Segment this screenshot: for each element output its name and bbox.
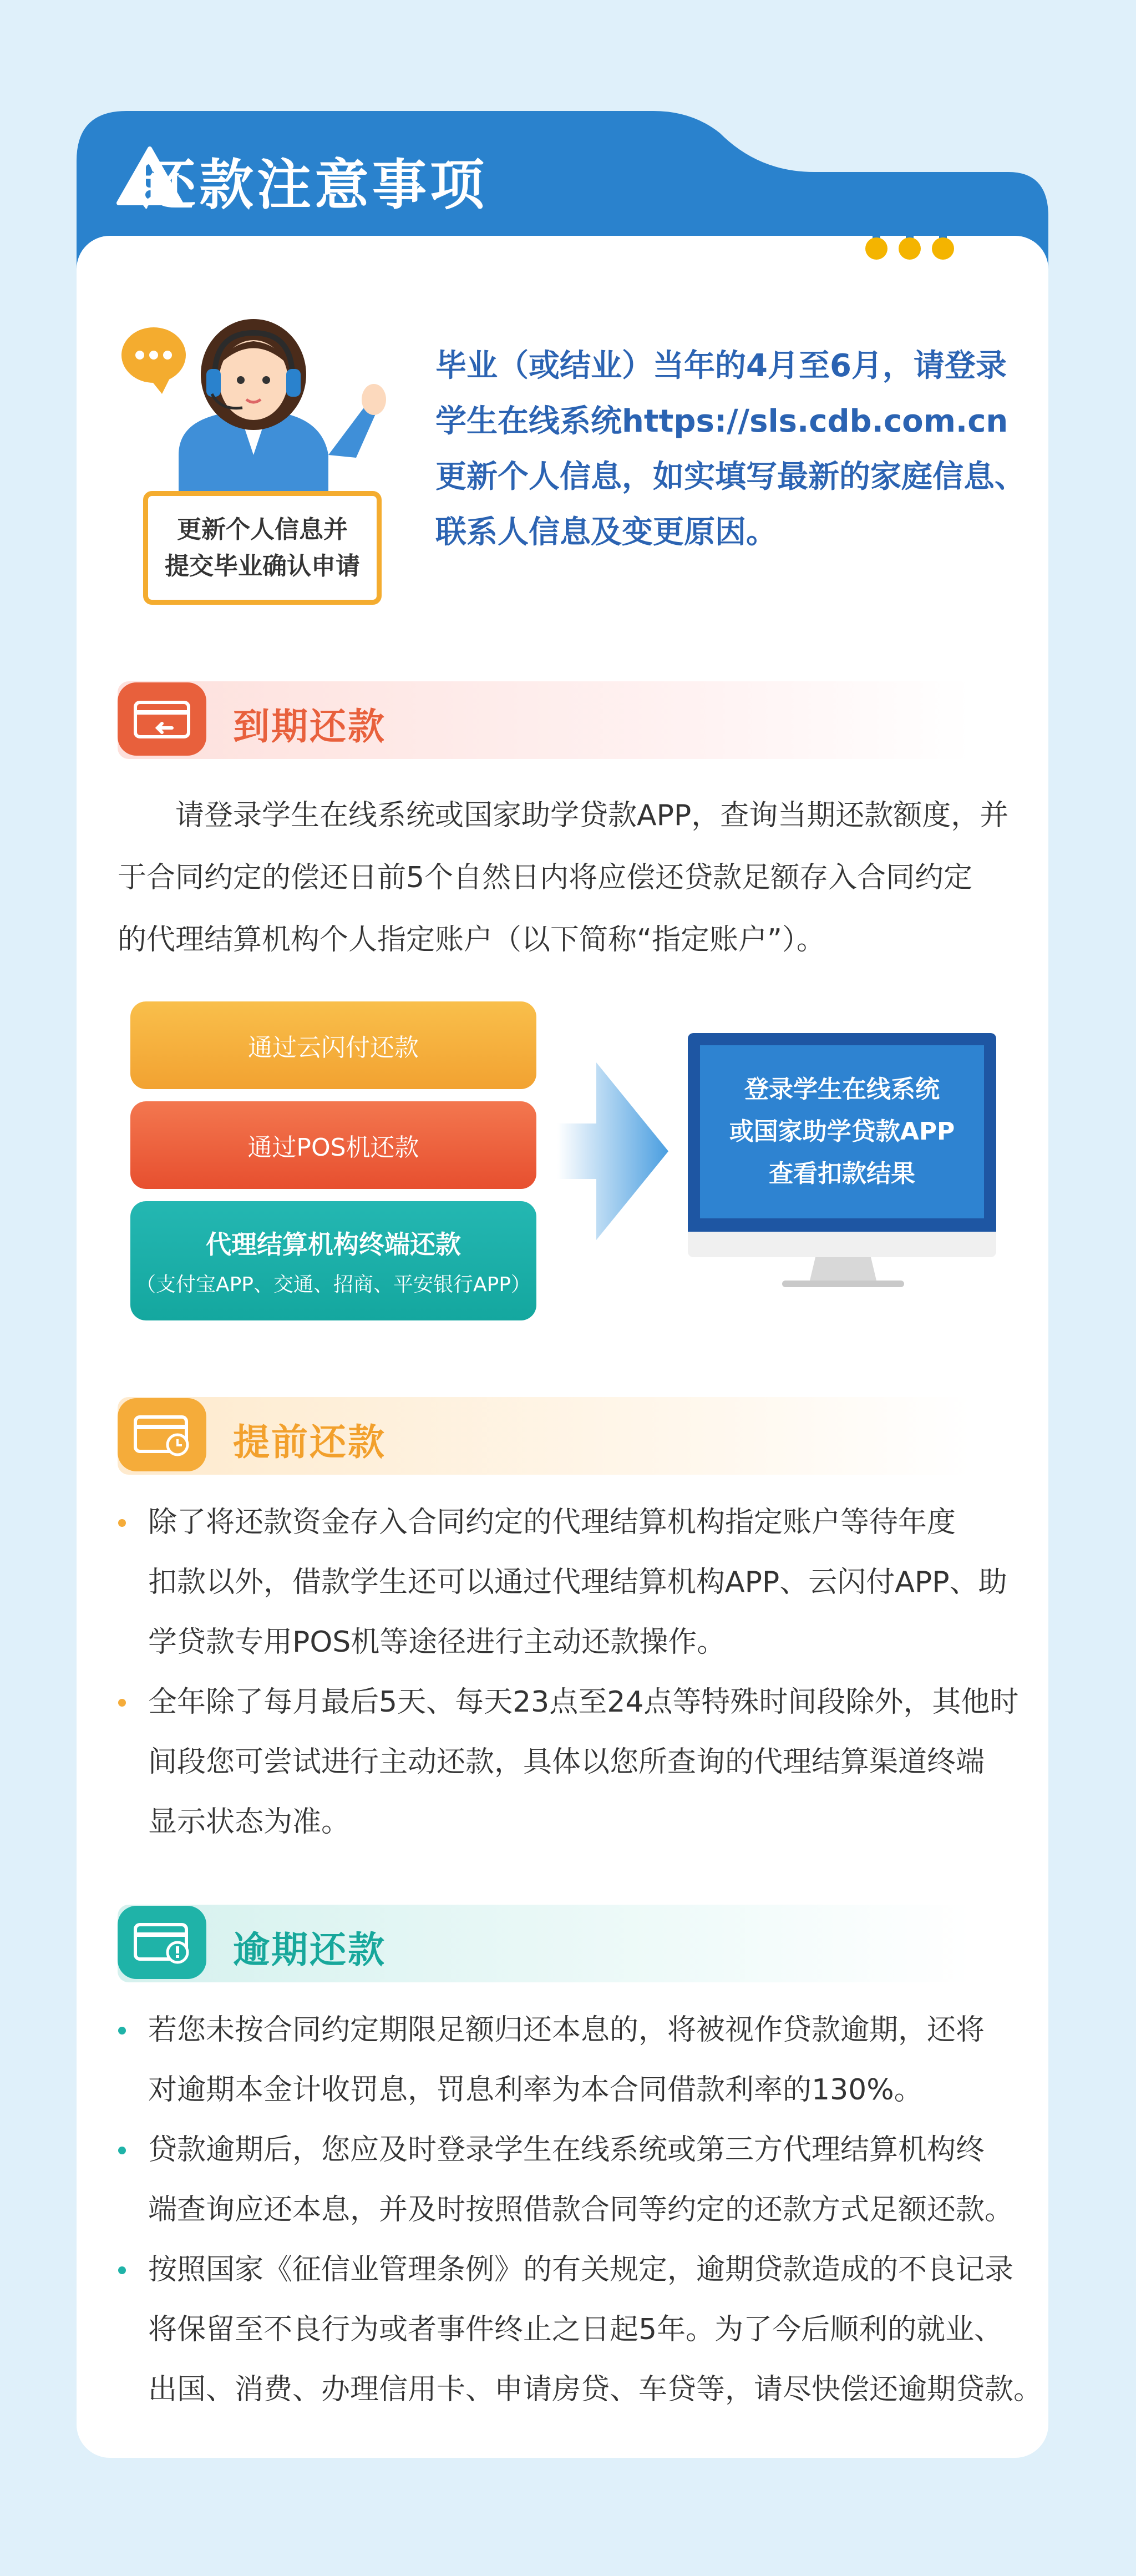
monitor-stand: [782, 1257, 904, 1290]
intro-text: 毕业（或结业）当年的4月至6月，请登录 学生在线系统https://sls.cdb.com.cn 更新个人信息，如实填写最新的家庭信息、 联系人信息及变更原因。: [435, 338, 1051, 560]
list-item: 按照国家《征信业管理条例》的有关规定，逾期贷款造成的不良记录 将保留至不良行为或者事件终止之日起5年。为了今后顺利的就业、 出国、消费、办理信用卡、申请房贷、车贷等，请尽快偿还逾期贷款。: [114, 2240, 1042, 2420]
overdue-bullets: [114, 2000, 1042, 2420]
card-alert-icon: [133, 1922, 194, 1965]
arrow-right-icon: [557, 1062, 674, 1240]
bullet-dot: [118, 2147, 126, 2154]
bullet-dot: [118, 2266, 126, 2274]
pos-repay-button[interactable]: 通过POS机还款: [130, 1101, 536, 1189]
sls-link[interactable]: 学生在线系统https://sls.cdb.com.cn: [435, 403, 1008, 439]
card-return-icon: [133, 700, 191, 739]
list-item: 若您未按合同约定期限足额归还本息的，将被视作贷款逾期，还将 对逾期本金计收罚息，罚息利率为本合同借款利率的130%。: [114, 2000, 1042, 2120]
page-title: 还款注意事项: [141, 154, 488, 217]
monitor-screen: 登录学生在线系统 或国家助学贷款APP 查看扣款结果: [700, 1045, 984, 1218]
unionpay-repay-button[interactable]: 通过云闪付还款: [130, 1001, 536, 1089]
due-section-title: 到期还款: [233, 705, 386, 748]
bullet-dot: [118, 2027, 126, 2035]
list-item: 除了将还款资金存入合同约定的代理结算机构指定账户等待年度 扣款以外，借款学生还可以通过代理结算机构APP、云闪付APP、助 学贷款专用POS机等途径进行主动还款操作。: [114, 1492, 1018, 1672]
bullet-dot: [118, 1699, 126, 1707]
card-clock-icon: [133, 1415, 194, 1457]
agent-terminal-repay-button[interactable]: 代理结算机构终端还款 （支付宝APP、交通、招商、平安银行APP）: [130, 1201, 536, 1320]
early-section-title: 提前还款: [233, 1421, 386, 1464]
bullet-dot: [118, 1519, 126, 1527]
customer-service-agent-icon: [118, 311, 406, 499]
agent-label: 更新个人信息并 提交毕业确认申请: [143, 491, 382, 605]
list-item: 全年除了每月最后5天、每天23点至24点等特殊时间段除外，其他时 间段您可尝试进行主动还款，具体以您所查询的代理结算渠道终端 显示状态为准。: [114, 1672, 1018, 1852]
list-item: 贷款逾期后，您应及时登录学生在线系统或第三方代理结算机构终 端查询应还本息，并及时按照借款合同等约定的还款方式足额还款。: [114, 2120, 1042, 2240]
overdue-section-title: 逾期还款: [233, 1929, 386, 1971]
monitor-bezel: [688, 1232, 996, 1257]
due-paragraph: 请登录学生在线系统或国家助学贷款APP，查询当期还款额度，并 于合同约定的偿还日前5个自然日内将应偿还贷款足额存入合同约定 的代理结算机构个人指定账户（以下简称“指定账户”）。: [118, 799, 1009, 956]
early-bullets: [114, 1492, 1018, 1852]
decor-dots: [863, 221, 957, 271]
